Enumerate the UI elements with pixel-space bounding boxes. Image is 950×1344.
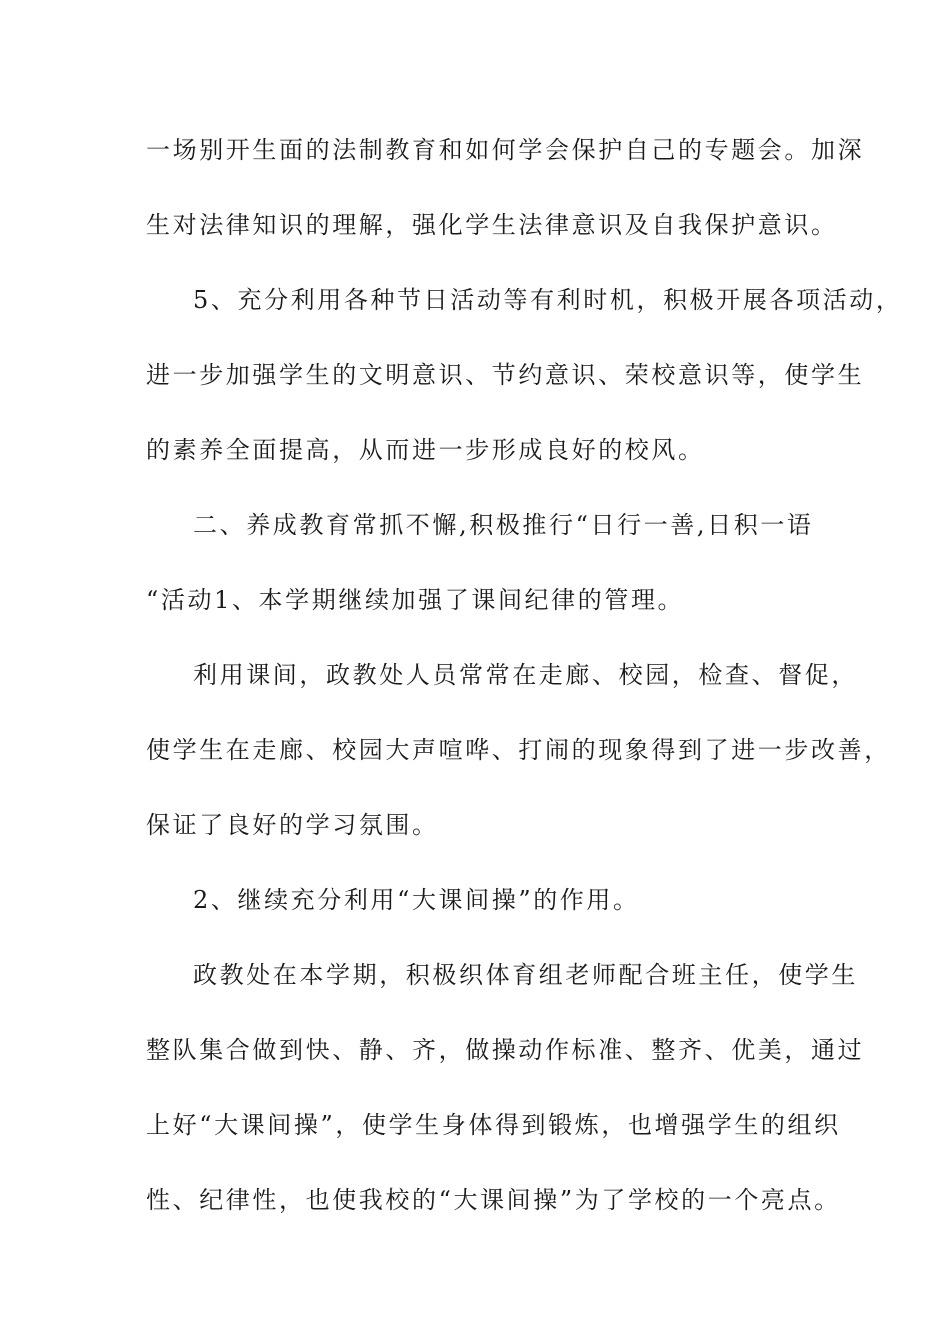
text-line-3: 5、充分利用各种节日活动等有利时机，积极开展各项活动， <box>193 286 903 314</box>
text-line-15: 性、纪律性，也使我校的“大课间操”为了学校的一个亮点。 <box>146 1186 841 1214</box>
text-line-4: 进一步加强学生的文明意识、节约意识、荣校意识等，使学生 <box>146 361 865 389</box>
text-line-5: 的素养全面提高，从而进一步形成良好的校风。 <box>146 436 705 464</box>
text-line-7: “活动1、本学期继续加强了课间纪律的管理。 <box>146 586 685 614</box>
text-line-11: 2、继续充分利用“大课间操”的作用。 <box>193 886 640 914</box>
text-line-13: 整队集合做到快、静、齐，做操动作标准、整齐、优美，通过 <box>146 1036 865 1064</box>
text-line-14: 上好“大课间操”，使学生身体得到锻炼，也增强学生的组织 <box>146 1111 841 1139</box>
text-line-12: 政教处在本学期，积极织体育组老师配合班主任，使学生 <box>193 961 858 989</box>
text-line-10: 保证了良好的学习氛围。 <box>146 811 439 839</box>
text-line-2: 生对法律知识的理解，强化学生法律意识及自我保护意识。 <box>146 211 838 239</box>
text-line-8: 利用课间，政教处人员常常在走廊、校园，检查、督促， <box>193 661 858 689</box>
text-line-1: 一场别开生面的法制教育和如何学会保护自己的专题会。加深 <box>146 136 865 164</box>
text-line-6: 二、养成教育常抓不懈,积极推行“日行一善,日积一语 <box>193 511 814 539</box>
text-line-9: 使学生在走廊、校园大声喧哗、打闹的现象得到了进一步改善， <box>146 736 891 764</box>
